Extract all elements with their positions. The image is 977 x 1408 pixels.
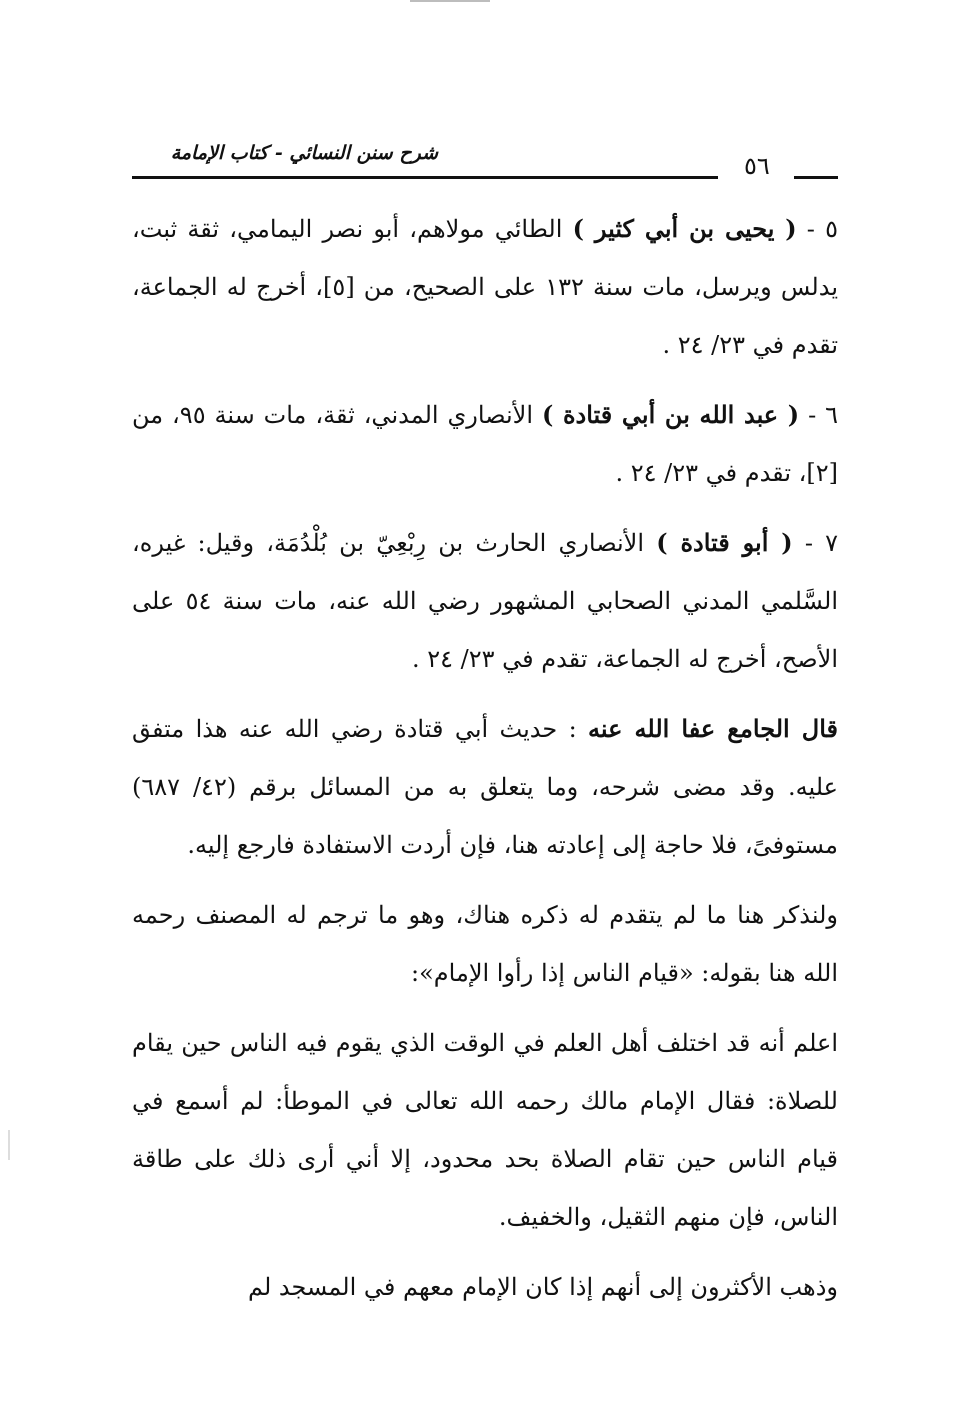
entry-number: ٧ - bbox=[792, 529, 838, 557]
author-lead: قال الجامع عفا الله عنه bbox=[588, 714, 838, 743]
open-paren: ( bbox=[778, 400, 800, 429]
paragraph-text: : حديث أبي قتادة رضي الله عنه هذا متفق عليه. وقد مضى شرحه، وما يتعلق به من المسائل برقم (٤٢/ ٦٨٧) مستوفىً، فلا حاجة إلى إعادته هنا، فإن أردت الاستفادة فارجع إليه. bbox=[132, 715, 839, 859]
narrator-entry-7 bbox=[132, 514, 838, 688]
page-number: ٥٦ bbox=[744, 152, 770, 180]
close-paren: ) bbox=[541, 400, 563, 429]
author-comment-paragraph bbox=[132, 700, 838, 874]
open-paren: ( bbox=[774, 214, 797, 243]
narrator-entry-5 bbox=[132, 200, 838, 374]
narrator-entry-6 bbox=[132, 386, 838, 502]
page-body bbox=[132, 200, 838, 1322]
narrator-description: الأنصاري المدني، ثقة، مات سنة ٩٥، من [٢]، تقدم في ٢٣/ ٢٤ . bbox=[132, 401, 838, 487]
narrator-name: يحيى بن أبي كثير bbox=[594, 214, 775, 243]
entry-number: ٥ - bbox=[796, 215, 838, 243]
top-edge-rule bbox=[410, 0, 490, 2]
paragraph-text: ولنذكر هنا ما لم يتقدم له ذكره هناك، وهو ما ترجم له المصنف رحمه الله هنا بقوله: «قيام الناس إذا رأوا الإمام»: bbox=[132, 901, 838, 987]
page-header bbox=[132, 140, 838, 190]
body-paragraph bbox=[132, 1014, 838, 1246]
scan-edge-mark bbox=[8, 1130, 10, 1160]
narrator-name: عبد الله بن أبي قتادة bbox=[562, 400, 779, 429]
narrator-description: الطائي مولاهم، أبو نصر اليمامي، ثقة ثبت، يدلس ويرسل، مات سنة ١٣٢ على الصحيح، من [٥]، أخرج له الجماعة، تقدم في ٢٣/ ٢٤ . bbox=[132, 215, 839, 359]
body-paragraph bbox=[132, 886, 838, 1002]
header-rule bbox=[132, 176, 718, 179]
paragraph-text: وذهب الأكثرون إلى أنهم إذا كان الإمام معهم في المسجد لم bbox=[248, 1273, 838, 1301]
entry-number: ٦ - bbox=[799, 401, 839, 429]
open-paren: ( bbox=[768, 528, 793, 557]
body-paragraph bbox=[132, 1258, 838, 1316]
paragraph-text: اعلم أنه قد اختلف أهل العلم في الوقت الذي يقوم فيه الناس حين يقام للصلاة: فقال الإمام مالك رحمه الله تعالى في الموطأ: لم أسمع في قيام الناس حين تقام الصلاة بحد محدود، إلا أني أرى ذلك على طاقة الناس، فإن منهم الثقيل، والخفيف. bbox=[132, 1029, 839, 1231]
close-paren: ) bbox=[656, 528, 681, 557]
close-paren: ) bbox=[572, 214, 595, 243]
narrator-name: أبو قتادة bbox=[680, 528, 769, 557]
header-rule-short bbox=[794, 176, 838, 179]
narrator-description: الأنصاري الحارث بن رِبْعِيّ بن بُلْدُمَة، وقيل: غيره، السَّلمي المدني الصحابي المشهور رضي الله عنه، مات سنة ٥٤ على الأصح، أخرج له الجماعة، تقدم في ٢٣/ ٢٤ . bbox=[132, 529, 838, 673]
running-title: شرح سنن النسائي - كتاب الإمامة bbox=[170, 142, 438, 164]
